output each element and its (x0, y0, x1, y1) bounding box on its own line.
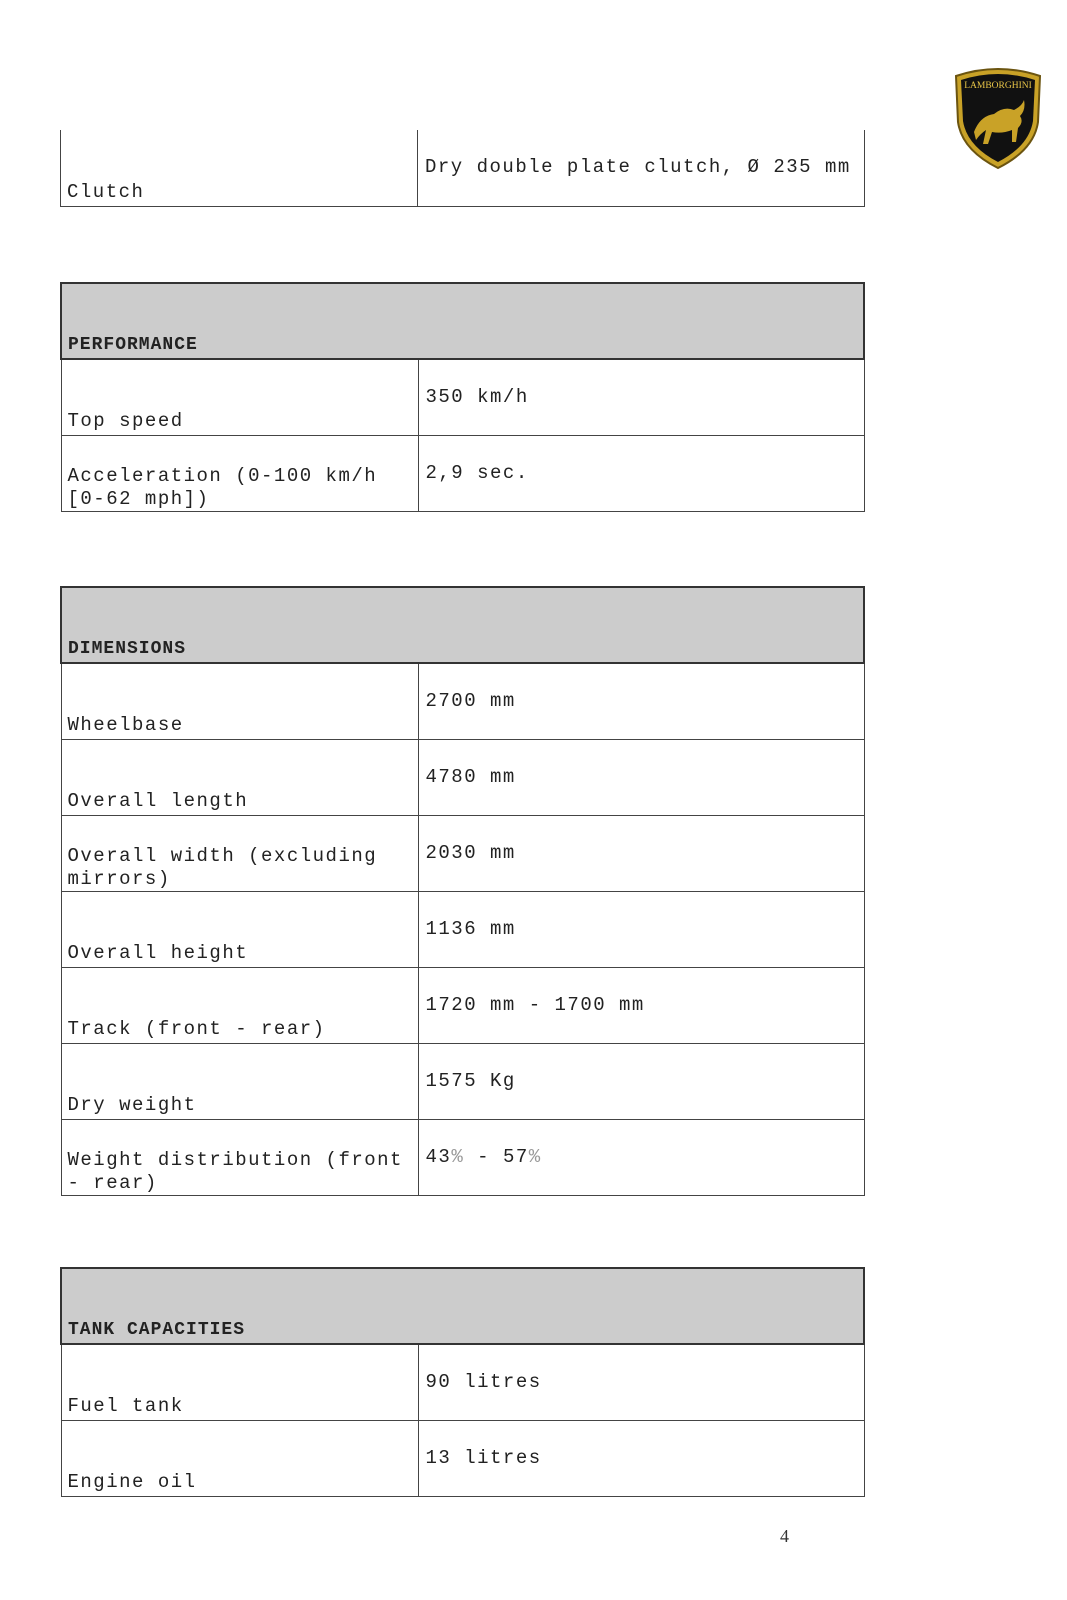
row-value: 13 litres (425, 1447, 542, 1469)
row-value: Dry double plate clutch, Ø 235 mm (425, 156, 851, 178)
row-value: 90 litres (425, 1371, 542, 1393)
table-row (61, 1120, 864, 1196)
row-label: Engine oil (67, 1471, 197, 1493)
percent-sign: % (528, 1146, 542, 1168)
percent-sign: % (451, 1146, 465, 1168)
row-value: 1136 mm (425, 918, 516, 940)
section-title: DIMENSIONS (68, 639, 187, 659)
table-row (61, 968, 864, 1044)
table-row (61, 663, 864, 740)
row-value: 2,9 sec. (425, 462, 529, 484)
table-row (61, 1044, 864, 1120)
row-value: 1720 mm - 1700 mm (425, 994, 645, 1016)
row-label: Overall height (67, 942, 249, 964)
row-label: Track (front - rear) (67, 1018, 326, 1040)
row-label: Overall length (67, 790, 249, 812)
row-value (426, 1146, 542, 1169)
row-label: Weight distribution (front - rear) (67, 1149, 403, 1194)
row-label: Dry weight (67, 1094, 197, 1116)
lamborghini-shield-logo (952, 66, 1044, 170)
row-label: Clutch (67, 181, 145, 203)
logo-brand-text: LAMBORGHINI (964, 81, 1032, 91)
weight-rear-value: 57 (502, 1146, 529, 1168)
weight-front-value: 43 (425, 1146, 452, 1168)
section-header (61, 587, 864, 663)
section-title: TANK CAPACITIES (68, 1320, 246, 1340)
row-label: Fuel tank (67, 1395, 184, 1417)
table-row (61, 130, 865, 207)
row-label: Acceleration (0-100 km/h [0-62 mph]) (67, 465, 378, 510)
row-value: 4780 mm (425, 766, 516, 788)
table-row (61, 359, 864, 436)
dimensions-table (60, 586, 865, 1196)
page-number: 4 (780, 1526, 789, 1546)
tank-capacities-table (60, 1267, 865, 1497)
table-row (61, 740, 864, 816)
clutch-table (60, 130, 865, 207)
row-label: Overall width (excluding mirrors) (67, 845, 378, 890)
section-header (61, 283, 864, 359)
row-label: Top speed (67, 410, 184, 432)
row-value: 2700 mm (425, 690, 516, 712)
value-separator: - (464, 1146, 503, 1168)
section-title: PERFORMANCE (68, 335, 198, 355)
row-label: Wheelbase (67, 714, 184, 736)
table-row (61, 1421, 864, 1497)
performance-table (60, 282, 865, 512)
section-header (61, 1268, 864, 1344)
table-row (61, 816, 864, 892)
table-row (61, 436, 864, 512)
row-value: 350 km/h (425, 386, 529, 408)
table-row (61, 892, 864, 968)
row-value: 1575 Kg (425, 1070, 516, 1092)
table-row (61, 1344, 864, 1421)
row-value: 2030 mm (425, 842, 516, 864)
